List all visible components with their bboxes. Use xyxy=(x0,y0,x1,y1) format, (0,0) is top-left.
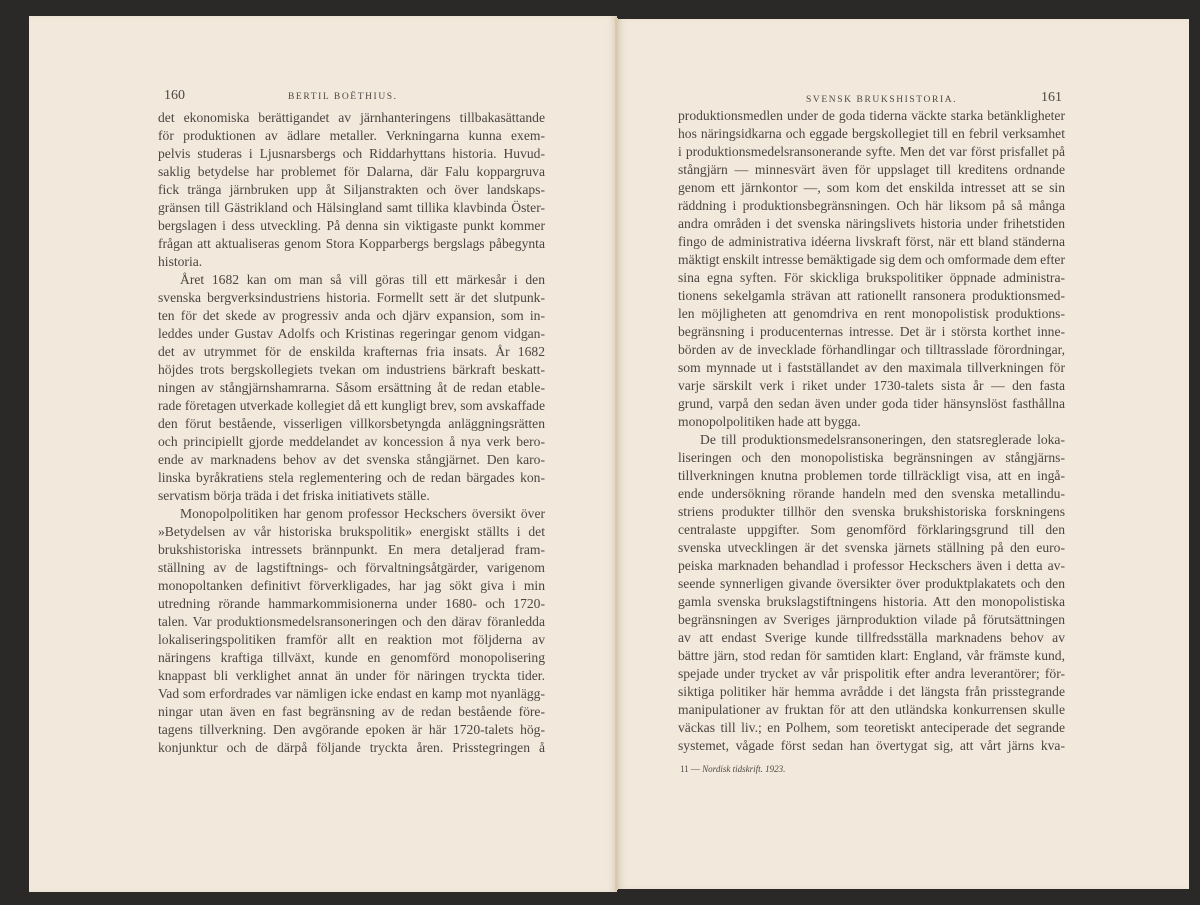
text-line-content: stångjärn — minnesvärt även för uppslaget till kreditens ordnande xyxy=(678,162,1065,177)
text-line xyxy=(678,233,1065,251)
text-line-content: i produktionsmedelsransonerande syfte. Men det var först prisfallet på xyxy=(678,144,1065,159)
page-number-right: 161 xyxy=(1041,90,1062,105)
text-line-content: ställning av de lagstiftnings- och förvaltningsåtgärder, varigenom xyxy=(158,560,545,575)
text-line xyxy=(158,433,545,451)
text-line-content: manipulationer av fruktan för att den utländska konkurrensen skulle xyxy=(678,702,1065,717)
text-line xyxy=(678,629,1065,647)
text-line-content: servatism börja träda i det friska initiativets ställe. xyxy=(158,488,430,503)
text-line xyxy=(678,575,1065,593)
text-line xyxy=(678,557,1065,575)
text-line xyxy=(158,523,545,541)
left-text-column xyxy=(158,109,545,757)
text-line-content: bättre järn, stod redan för samtiden klart: England, vår främste kund, xyxy=(678,648,1065,663)
text-line xyxy=(678,593,1065,611)
text-line-content: ende av marknadens behov av det svenska stångjärnet. Den karo- xyxy=(158,452,545,467)
text-line-content: begränsningen av Sveriges järnproduktion vilade på förutsättningen xyxy=(678,612,1065,627)
text-line-content: Året 1682 kan om man så vill göras till ett märkesår i den xyxy=(180,272,545,287)
text-line-content: striens produkter tillhör den svenska brukshistoriska forskningens xyxy=(678,504,1065,519)
text-line-content: peiska marknaden behandlad i professor Heckschers även i detta av- xyxy=(678,558,1065,573)
text-line xyxy=(158,505,545,523)
text-line xyxy=(158,127,545,145)
text-line xyxy=(678,107,1065,125)
text-line-content: centralaste uppgifter. Som genomförd förklaringsgrund till den xyxy=(678,522,1065,537)
text-line-content: fick tränga järnbruken upp åt Siljanstrakten och över landskaps- xyxy=(158,182,545,197)
text-line xyxy=(678,521,1065,539)
text-line-content: Monopolpolitiken har genom professor Heckschers översikt över xyxy=(180,506,545,521)
text-line-content: lokaliseringspolitiken framför allt en reaktion mot följderna av xyxy=(158,632,545,647)
text-line xyxy=(158,415,545,433)
text-line xyxy=(158,109,545,127)
text-line-content: svenska bergverksindustriens historia. Formellt sett är det slutpunk- xyxy=(158,290,545,305)
text-line-content: tionens sekelgamla strävan att rationellt ransonera produktionsmed- xyxy=(678,288,1065,303)
text-line-content: ningen av stångjärnshamrarna. Såsom ersättning åt de redan etable- xyxy=(158,380,545,395)
text-line-content: varje särskilt verk i riket under 1730-talets sista år — den fasta xyxy=(678,378,1065,393)
text-line-content: historia. xyxy=(158,254,203,269)
text-line-content: genom ett järnkontor —, som kom det enskilda intresset att se sin xyxy=(678,180,1065,195)
text-line-content: saklig betydelse har problemet för Dalarna, där Falu koppargruva xyxy=(158,164,545,179)
text-line xyxy=(678,143,1065,161)
text-line xyxy=(158,685,545,703)
text-line-content: seende synnerligen givande översikter över produktplakatets och den xyxy=(678,576,1065,591)
text-line xyxy=(678,719,1065,737)
text-line-content: tagens tillverkning. Den avgörande epoken är här 1720-talets hög- xyxy=(158,722,545,737)
text-line xyxy=(158,577,545,595)
text-line xyxy=(158,631,545,649)
text-line xyxy=(678,359,1065,377)
text-line-content: för produktionen av ädlare metaller. Verkningarna kunna exem- xyxy=(158,128,545,143)
text-line xyxy=(158,217,545,235)
text-line xyxy=(678,647,1065,665)
text-line-content: gamla svenska brukslagstiftningens historia. Att den monopolistiska xyxy=(678,594,1065,609)
text-line xyxy=(678,701,1065,719)
text-line-content: hos näringsidkarna och eggade bergskollegiet till en febril verksamhet xyxy=(678,126,1065,141)
running-head-left: BERTIL BOËTHIUS. xyxy=(288,92,398,102)
text-line xyxy=(158,595,545,613)
book-gutter xyxy=(615,18,618,890)
text-line xyxy=(678,323,1065,341)
text-line-content: produktionsmedlen under de goda tiderna väckte starka betänkligheter xyxy=(678,108,1065,123)
text-line-content: väckas till liv.; en Polhem, som teoretiskt anteciperade det segrande xyxy=(678,720,1065,735)
text-line-content: utredning rörande hammarkommisionerna under 1680- och 1720- xyxy=(158,596,545,611)
text-line-content: spejade under trycket av vår prispolitik efter andra leverantörer; för- xyxy=(678,666,1065,681)
text-line-content: leddes under Gustav Adolfs och Kristinas regeringar genom vidgan- xyxy=(158,326,545,341)
text-line-content: tillverkningen knutna problemen torde tillräckligt visa, att en ingå- xyxy=(678,468,1065,483)
text-line-content: ende undersökning rörande handeln med den svenska metallindu- xyxy=(678,486,1065,501)
text-line xyxy=(158,559,545,577)
text-line xyxy=(678,269,1065,287)
text-line xyxy=(158,379,545,397)
text-line-content: siktiga politiker här hemma avrådde i det längsta från prisstegrande xyxy=(678,684,1065,699)
text-line-content: konjunktur och de därpå följande tryckta åren. Prisstegringen å xyxy=(158,740,545,755)
text-line-content: fingo de administrativa idéerna livskraft först, när ett bland ständerna xyxy=(678,234,1065,249)
text-line-content: och principiellt gjorde meddelandet av koncession å nya verk bero- xyxy=(158,434,545,449)
text-line xyxy=(158,721,545,739)
text-line-content: andra områden i det svenska näringslivets historia under frihetstiden xyxy=(678,216,1065,231)
text-line xyxy=(678,431,1065,449)
text-line xyxy=(678,215,1065,233)
text-line-content: det ekonomiska berättigandet av järnhanteringens tillbakasättande xyxy=(158,110,545,125)
text-line-content: sina egna syften. För skickliga brukspolitiker öppnade administra- xyxy=(678,270,1065,285)
text-line-content: Vad som erfordrades var nämligen icke endast en kamp mot nyanlägg- xyxy=(158,686,545,701)
text-line-content: De till produktionsmedelsransoneringen, den statsreglerade loka- xyxy=(700,432,1065,447)
text-line-content: linska byråkratiens stela reglementering och de redan bärgades kon- xyxy=(158,470,545,485)
text-line-content: pelvis studeras i Ljusnarsbergs och Riddarhyttans historia. Huvud- xyxy=(158,146,545,161)
text-line-content: näringens kraftiga tillväxt, kunde en genomförd monopolisering xyxy=(158,650,545,665)
text-line-content: bergslagen i dess utveckling. På denna sin viktigaste punkt kommer xyxy=(158,218,545,233)
text-line xyxy=(158,163,545,181)
text-line xyxy=(158,145,545,163)
text-line-content: rade företagen utverkade kollegiet då ett kungligt brev, som avskaffade xyxy=(158,398,545,413)
text-line xyxy=(678,125,1065,143)
text-line xyxy=(158,289,545,307)
text-line xyxy=(158,199,545,217)
footer-journal: Nordisk tidskrift. xyxy=(702,764,763,774)
text-line xyxy=(678,197,1065,215)
text-line xyxy=(678,503,1065,521)
text-line-content: gränsen till Gästrikland och Hälsingland samt tillika klavbinda Öster- xyxy=(158,200,545,215)
text-line xyxy=(158,307,545,325)
text-line xyxy=(158,613,545,631)
text-line-content: som mynnade ut i fastställandet av den maximala tillverkningen för xyxy=(678,360,1065,375)
text-line-content: brukshistoriska intressets brännpunkt. En mera detaljerad fram- xyxy=(158,542,545,557)
text-line xyxy=(678,305,1065,323)
text-line xyxy=(158,469,545,487)
text-line xyxy=(158,181,545,199)
text-line-content: liseringen och den monopolistiska begränsningen av stångjärns- xyxy=(678,450,1065,465)
text-line xyxy=(158,271,545,289)
text-line xyxy=(158,235,545,253)
text-line xyxy=(678,179,1065,197)
text-line-content: len möjligheten att genomdriva en rent monopolistisk produktions- xyxy=(678,306,1065,321)
text-line xyxy=(158,343,545,361)
text-line-content: av att endast Sverige kunde tillfredsställa marknadens behov av xyxy=(678,630,1065,645)
text-line-content: knappast bli verklighet annat än under för näringen tryckta tider. xyxy=(158,668,545,683)
text-line-content: »Betydelsen av vår historiska brukspolitik» energiskt ställts i det xyxy=(158,524,545,539)
text-line xyxy=(158,541,545,559)
text-line-content: monopolpolitiken hade att bygga. xyxy=(678,414,861,429)
text-line-content: räddning i produktionsbegränsningen. Och här liksom på så många xyxy=(678,198,1065,213)
text-line xyxy=(158,649,545,667)
text-line xyxy=(678,467,1065,485)
text-line-content: ten för det skede av progressiv anda och djärv expansion, som in- xyxy=(158,308,545,323)
text-line xyxy=(678,341,1065,359)
text-line xyxy=(678,287,1065,305)
running-head-right: SVENSK BRUKSHISTORIA. xyxy=(806,95,958,105)
text-line xyxy=(158,487,545,505)
text-line xyxy=(158,253,545,271)
footer-year: 1923. xyxy=(765,764,786,774)
page-number-left: 160 xyxy=(164,88,185,103)
footer-signature: 11 — xyxy=(680,764,700,774)
text-line xyxy=(678,737,1065,755)
text-line xyxy=(678,539,1065,557)
text-line xyxy=(678,449,1065,467)
text-line xyxy=(678,377,1065,395)
text-line-content: begränsning i producenternas intresse. Det är i största korthet inne- xyxy=(678,324,1065,339)
text-line xyxy=(678,683,1065,701)
text-line xyxy=(678,413,1065,431)
text-line-content: monopoltanken definitivt förverkligades, har jag sökt giva i min xyxy=(158,578,545,593)
text-line xyxy=(678,395,1065,413)
text-line-content: svenska utvecklingen är det svenska järnets ställning på den euro- xyxy=(678,540,1065,555)
text-line xyxy=(158,667,545,685)
text-line-content: det av utrymmet för de enskilda krafternas fria insats. År 1682 xyxy=(158,344,545,359)
text-line xyxy=(158,739,545,757)
text-line-content: ningar utan även en fast begränsning av de redan bestående före- xyxy=(158,704,545,719)
text-line-content: den förut bestående, visserligen villkorsbetyngda anläggningsrätten xyxy=(158,416,545,431)
text-line-content: talen. Var produktionsmedelsransoneringen och den därav föranledda xyxy=(158,614,545,629)
text-line xyxy=(678,485,1065,503)
text-line-content: frågan att aktualiseras genom Stora Kopparbergs bergslags påbegynta xyxy=(158,236,545,251)
text-line-content: höjdes trots bergskollegiets tvekan om industriens bärkraft beskatt- xyxy=(158,362,545,377)
text-line-content: börden av de invecklade förhandlingar och tilltrasslade förordningar, xyxy=(678,342,1065,357)
text-line-content: grund, varpå den sedan även under goda tider hänsynslöst fasthållna xyxy=(678,396,1065,411)
text-line xyxy=(158,451,545,469)
right-text-column xyxy=(678,107,1065,755)
text-line xyxy=(158,361,545,379)
text-line-content: mäktigt enskilt intresse bemäktigade sig dem och omformade dem efter xyxy=(678,252,1065,267)
text-line xyxy=(678,665,1065,683)
page-footer xyxy=(680,764,785,774)
text-line xyxy=(678,251,1065,269)
text-line xyxy=(678,161,1065,179)
text-line-content: systemet, vågade först sedan han övertygat sig, att vårt järns kva- xyxy=(678,738,1065,753)
text-line xyxy=(158,703,545,721)
text-line xyxy=(678,611,1065,629)
text-line xyxy=(158,397,545,415)
text-line xyxy=(158,325,545,343)
